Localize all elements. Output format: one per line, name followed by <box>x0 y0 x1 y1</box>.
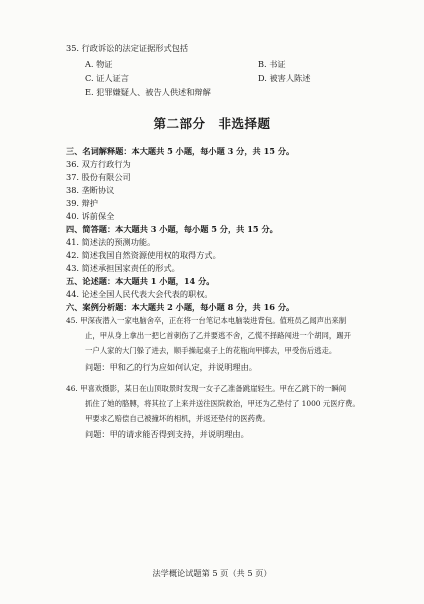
q46-line-3: 甲要求乙赔偿自己被撞坏的相机，并返还垫付的医药费。 <box>85 414 270 423</box>
q35-option-c: C. 证人证言 <box>85 73 129 83</box>
q41: 41. 简述法的预测功能。 <box>66 237 156 247</box>
q40: 40. 诉前保全 <box>66 211 115 221</box>
q35-option-e: E. 犯罪嫌疑人、被告人供述和辩解 <box>85 87 211 97</box>
part-title: 第二部分 非选择题 <box>153 116 271 131</box>
q38: 38. 垄断协议 <box>66 185 115 195</box>
q45-line-3: 一户人家的大门躲了进去，顺手操起桌子上的花瓶向甲掷去，甲受伤后逃走。 <box>85 346 337 355</box>
q46-line-2: 抓住了她的胳膊，将其拉了上来并送往医院救治，甲还为乙垫付了 1000 元医疗费。 <box>85 399 360 408</box>
q37: 37. 股份有限公司 <box>66 172 131 182</box>
q35-option-a: A. 物证 <box>85 59 113 69</box>
page-footer: 法学概论试题第 5 页（共 5 页） <box>152 568 272 578</box>
q36: 36. 双方行政行为 <box>66 159 131 169</box>
section5-header: 五、论述题：本大题共 1 小题，14 分。 <box>66 276 215 286</box>
q39: 39. 辩护 <box>66 198 98 208</box>
q35-stem: 35. 行政诉讼的法定证据形式包括 <box>66 43 189 53</box>
q35-option-b: B. 书证 <box>258 59 286 69</box>
q42: 42. 简述我国自然资源使用权的取得方式。 <box>66 250 221 260</box>
q46-question: 问题：甲的请求能否得到支持，并说明理由。 <box>85 429 249 439</box>
q44: 44. 论述全国人民代表大会代表的职权。 <box>66 289 213 299</box>
q43: 43. 简述承担国家责任的形式。 <box>66 263 180 273</box>
q46-line-1: 46. 甲喜欢摄影，某日在山顶取景时发现一女子乙准备跳崖轻生。甲在乙跳下的一瞬间 <box>66 384 347 393</box>
section4-header: 四、简答题：本大题共 3 小题，每小题 5 分，共 15 分。 <box>66 224 278 234</box>
q45-line-1: 45. 甲深夜潜入一家电脑舍卒，正在将一台笔记本电脑装进背包。值班员乙闻声出来制 <box>66 316 347 325</box>
q45-line-2: 止，甲从身上拿出一把匕首刺伤了乙并要逃不舍，乙慌不择路闯进一个胡同，踢开 <box>85 331 352 340</box>
section6-header: 六、案例分析题：本大题共 2 小题，每小题 8 分，共 16 分。 <box>66 302 295 312</box>
q45-question: 问题：甲和乙的行为应如何认定，并说明理由。 <box>85 362 257 372</box>
section3-header: 三、名词解释题：本大题共 5 小题，每小题 3 分，共 15 分。 <box>66 146 295 156</box>
q35-option-d: D. 被害人陈述 <box>258 73 311 83</box>
